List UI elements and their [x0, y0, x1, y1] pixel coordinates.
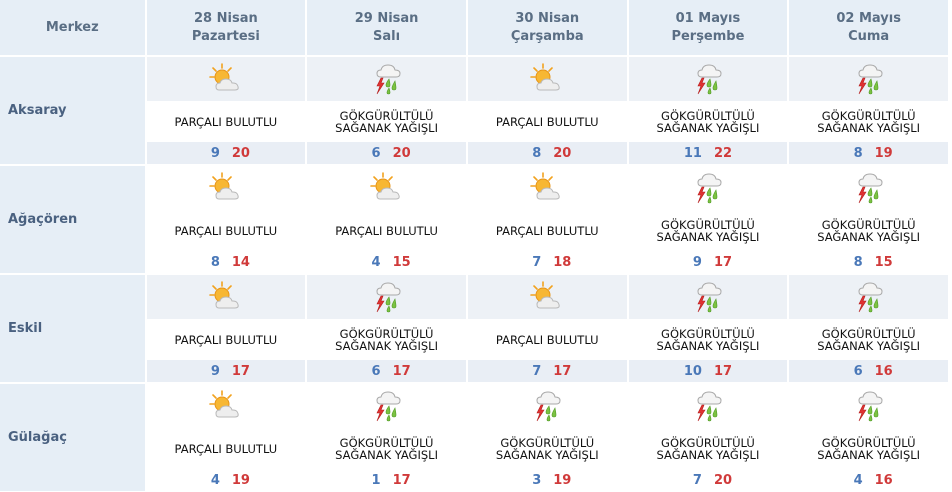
- weather-icon-cell: [468, 57, 627, 101]
- weather-description: GÖKGÜRÜLTÜLÜ SAĞANAK YAĞIŞLI: [656, 217, 760, 244]
- day-weekday: Pazartesi: [191, 28, 260, 44]
- thunderstorm-rain-icon: [851, 389, 887, 423]
- weather-icon-cell: [468, 384, 627, 428]
- min-temperature: 8: [853, 254, 863, 270]
- city-name: Aksaray: [0, 57, 145, 164]
- thunderstorm-rain-icon: [690, 171, 726, 205]
- weather-description: GÖKGÜRÜLTÜLÜ SAĞANAK YAĞIŞLI: [817, 435, 921, 462]
- day-weekday: Çarşamba: [510, 28, 584, 44]
- partly-cloudy-icon: [208, 280, 244, 314]
- day-header: [468, 0, 627, 55]
- weather-description: GÖKGÜRÜLTÜLÜ SAĞANAK YAĞIŞLI: [656, 435, 760, 462]
- weather-icon-cell: [789, 57, 948, 101]
- max-temperature: 17: [553, 363, 572, 379]
- temperature-cell: [147, 142, 306, 164]
- day-date: 02 Mayıs: [836, 10, 901, 26]
- max-temperature: 22: [713, 145, 733, 161]
- max-temperature: 17: [713, 363, 733, 379]
- partly-cloudy-icon: [529, 62, 565, 96]
- weather-desc-cell: [307, 430, 466, 467]
- min-temperature: 7: [692, 472, 702, 488]
- weather-icon-cell: [147, 384, 306, 428]
- weather-description: GÖKGÜRÜLTÜLÜ SAĞANAK YAĞIŞLI: [817, 108, 921, 135]
- thunderstorm-rain-icon: [690, 280, 726, 314]
- max-temperature: 20: [713, 472, 733, 488]
- temperature-cell: [789, 251, 948, 273]
- temperature-cell: [789, 360, 948, 382]
- thunderstorm-rain-icon: [851, 280, 887, 314]
- thunderstorm-rain-icon: [529, 389, 565, 423]
- partly-cloudy-icon: [529, 171, 565, 205]
- weather-description: GÖKGÜRÜLTÜLÜ SAĞANAK YAĞIŞLI: [495, 435, 599, 462]
- weather-desc-cell: [789, 212, 948, 249]
- min-temperature: 9: [210, 145, 220, 161]
- temperature-cell: [307, 360, 466, 382]
- max-temperature: 16: [874, 363, 893, 379]
- weather-desc-cell: [468, 212, 627, 249]
- weather-desc-cell: [147, 212, 306, 249]
- weather-description: PARÇALI BULUTLU: [174, 223, 278, 238]
- max-temperature: 17: [713, 254, 733, 270]
- day-header: [789, 0, 948, 55]
- min-temperature: 1: [371, 472, 381, 488]
- max-temperature: 17: [231, 363, 250, 379]
- weather-icon-cell: [307, 57, 466, 101]
- day-header: [307, 0, 466, 55]
- day-date: 29 Nisan: [354, 10, 419, 26]
- min-temperature: 4: [371, 254, 381, 270]
- min-temperature: 9: [210, 363, 220, 379]
- weather-description: GÖKGÜRÜLTÜLÜ SAĞANAK YAĞIŞLI: [335, 435, 438, 462]
- min-temperature: 7: [532, 254, 542, 270]
- weather-description: PARÇALI BULUTLU: [495, 114, 599, 129]
- weather-desc-cell: [629, 430, 788, 467]
- weather-icon-cell: [629, 57, 788, 101]
- min-temperature: 4: [853, 472, 863, 488]
- forecast-icon-row: [0, 166, 948, 210]
- temperature-cell: [629, 142, 788, 164]
- weather-icon-cell: [789, 166, 948, 210]
- weather-description: GÖKGÜRÜLTÜLÜ SAĞANAK YAĞIŞLI: [817, 326, 921, 353]
- day-header: [629, 0, 788, 55]
- weather-description: PARÇALI BULUTLU: [174, 114, 278, 129]
- day-header: [147, 0, 306, 55]
- weather-desc-cell: [307, 321, 466, 358]
- max-temperature: 19: [553, 472, 572, 488]
- weather-desc-cell: [629, 103, 788, 140]
- thunderstorm-rain-icon: [851, 62, 887, 96]
- partly-cloudy-icon: [208, 171, 244, 205]
- weather-icon-cell: [147, 57, 306, 101]
- temperature-cell: [468, 251, 627, 273]
- weather-icon-cell: [629, 275, 788, 319]
- min-temperature: 4: [210, 472, 220, 488]
- city-name: Ağaçören: [0, 166, 145, 273]
- temperature-cell: [307, 142, 466, 164]
- max-temperature: 14: [231, 254, 250, 270]
- min-temperature: 6: [371, 145, 381, 161]
- weather-desc-cell: [468, 103, 627, 140]
- thunderstorm-rain-icon: [690, 62, 726, 96]
- day-date: 01 Mayıs: [675, 10, 741, 26]
- max-temperature: 20: [392, 145, 411, 161]
- weather-icon-cell: [629, 166, 788, 210]
- temperature-cell: [468, 360, 627, 382]
- min-temperature: 9: [692, 254, 702, 270]
- weather-icon-cell: [468, 275, 627, 319]
- min-temperature: 6: [853, 363, 863, 379]
- temperature-cell: [629, 469, 788, 491]
- weather-desc-cell: [629, 212, 788, 249]
- weather-description: PARÇALI BULUTLU: [495, 223, 599, 238]
- thunderstorm-rain-icon: [369, 62, 405, 96]
- center-column-header: Merkez: [0, 0, 145, 55]
- day-weekday: Perşembe: [671, 28, 745, 44]
- partly-cloudy-icon: [208, 62, 244, 96]
- weather-icon-cell: [789, 384, 948, 428]
- weather-desc-cell: [147, 430, 306, 467]
- thunderstorm-rain-icon: [369, 280, 405, 314]
- city-name: Eskil: [0, 275, 145, 382]
- temperature-cell: [147, 360, 306, 382]
- weather-description: GÖKGÜRÜLTÜLÜ SAĞANAK YAĞIŞLI: [656, 326, 760, 353]
- weather-desc-cell: [307, 103, 466, 140]
- weather-icon-cell: [147, 166, 306, 210]
- thunderstorm-rain-icon: [851, 171, 887, 205]
- temperature-cell: [629, 360, 788, 382]
- weather-icon-cell: [147, 275, 306, 319]
- min-temperature: 8: [853, 145, 863, 161]
- weather-desc-cell: [147, 103, 306, 140]
- weather-description: GÖKGÜRÜLTÜLÜ SAĞANAK YAĞIŞLI: [656, 108, 760, 135]
- min-temperature: 6: [371, 363, 381, 379]
- weather-icon-cell: [629, 384, 788, 428]
- weather-desc-cell: [468, 430, 627, 467]
- weather-desc-cell: [629, 321, 788, 358]
- temperature-cell: [307, 469, 466, 491]
- forecast-icon-row: [0, 384, 948, 428]
- temperature-cell: [789, 142, 948, 164]
- min-temperature: 11: [683, 145, 702, 161]
- thunderstorm-rain-icon: [369, 389, 405, 423]
- weather-icon-cell: [307, 384, 466, 428]
- max-temperature: 16: [874, 472, 893, 488]
- weather-desc-cell: [789, 430, 948, 467]
- temperature-cell: [629, 251, 788, 273]
- partly-cloudy-icon: [208, 389, 244, 423]
- max-temperature: 19: [231, 472, 250, 488]
- header-row: [0, 0, 948, 55]
- max-temperature: 15: [392, 254, 411, 270]
- temperature-cell: [468, 469, 627, 491]
- weather-icon-cell: [789, 275, 948, 319]
- weather-desc-cell: [468, 321, 627, 358]
- temperature-cell: [147, 251, 306, 273]
- day-date: 28 Nisan: [194, 10, 258, 26]
- temperature-cell: [307, 251, 466, 273]
- temperature-cell: [468, 142, 627, 164]
- forecast-body: [0, 57, 948, 491]
- weather-desc-cell: [307, 212, 466, 249]
- weather-description: PARÇALI BULUTLU: [174, 332, 278, 347]
- min-temperature: 10: [683, 363, 702, 379]
- day-weekday: Salı: [373, 28, 401, 44]
- forecast-icon-row: [0, 275, 948, 319]
- weather-description: PARÇALI BULUTLU: [335, 223, 438, 238]
- weather-icon-cell: [307, 275, 466, 319]
- partly-cloudy-icon: [369, 171, 405, 205]
- max-temperature: 20: [231, 145, 250, 161]
- max-temperature: 15: [874, 254, 893, 270]
- max-temperature: 20: [553, 145, 572, 161]
- max-temperature: 17: [392, 472, 411, 488]
- weather-description: GÖKGÜRÜLTÜLÜ SAĞANAK YAĞIŞLI: [335, 326, 438, 353]
- temperature-cell: [147, 469, 306, 491]
- max-temperature: 18: [553, 254, 572, 270]
- weather-description: PARÇALI BULUTLU: [495, 332, 599, 347]
- day-weekday: Cuma: [848, 28, 890, 44]
- weather-desc-cell: [789, 103, 948, 140]
- min-temperature: 8: [532, 145, 542, 161]
- weather-description: PARÇALI BULUTLU: [174, 441, 278, 456]
- min-temperature: 7: [532, 363, 542, 379]
- city-name: Gülağaç: [0, 384, 145, 491]
- partly-cloudy-icon: [529, 280, 565, 314]
- day-date: 30 Nisan: [515, 10, 580, 26]
- forecast-icon-row: [0, 57, 948, 101]
- max-temperature: 19: [874, 145, 893, 161]
- min-temperature: 3: [532, 472, 542, 488]
- weather-desc-cell: [147, 321, 306, 358]
- weather-description: GÖKGÜRÜLTÜLÜ SAĞANAK YAĞIŞLI: [335, 108, 438, 135]
- temperature-cell: [789, 469, 948, 491]
- min-temperature: 8: [210, 254, 220, 270]
- weather-description: GÖKGÜRÜLTÜLÜ SAĞANAK YAĞIŞLI: [817, 217, 921, 244]
- weather-desc-cell: [789, 321, 948, 358]
- weather-icon-cell: [307, 166, 466, 210]
- thunderstorm-rain-icon: [690, 389, 726, 423]
- weather-icon-cell: [468, 166, 627, 210]
- max-temperature: 17: [392, 363, 411, 379]
